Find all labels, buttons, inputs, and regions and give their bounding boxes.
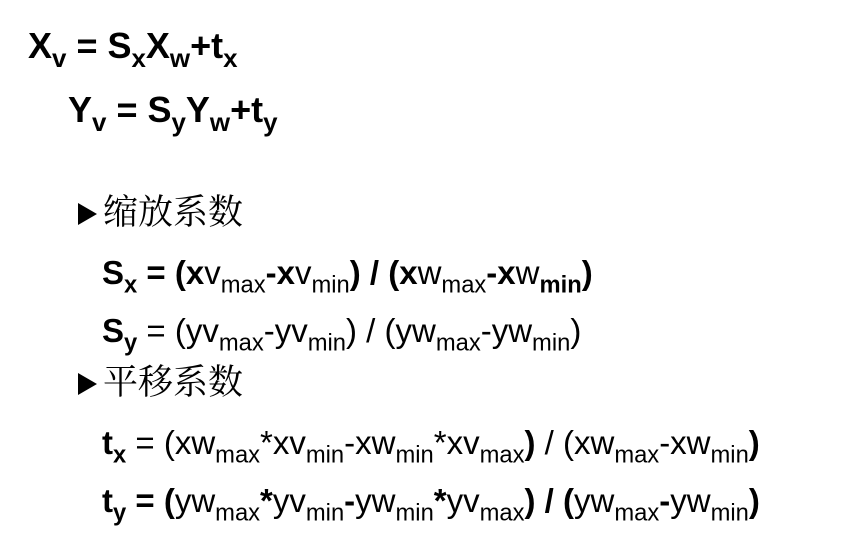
- sx-sub: x: [124, 271, 138, 299]
- tx-sub: min: [305, 441, 345, 469]
- sy-part: ) / (yw: [346, 312, 436, 349]
- eq-yv-part: Y: [185, 89, 210, 130]
- scale-heading: [78, 193, 244, 233]
- eq-yv-sub: w: [209, 109, 231, 138]
- ty-part: t: [102, 482, 113, 519]
- sx-part: x: [497, 254, 516, 291]
- ty-part: -: [659, 482, 671, 519]
- arrow-bullet-icon: [78, 373, 97, 395]
- sy-part: S: [102, 312, 125, 349]
- eq-xv-sub: w: [169, 45, 191, 74]
- equation-ty: [102, 482, 760, 527]
- eq-yv-part: +t: [230, 89, 264, 130]
- equation-xv: [28, 25, 238, 74]
- ty-sub: min: [305, 499, 345, 527]
- sy-sub: min: [532, 329, 571, 357]
- ty-part: *: [260, 482, 273, 519]
- ty-part: yw: [174, 482, 216, 519]
- eq-yv-sub: v: [92, 109, 107, 138]
- sy-part: ): [570, 312, 582, 349]
- tx-sub: max: [215, 441, 261, 469]
- ty-sub: min: [710, 499, 749, 527]
- sx-sub: min: [311, 271, 350, 299]
- tx-sub: min: [395, 441, 434, 469]
- tx-sub: max: [479, 441, 525, 469]
- ty-part: -: [344, 482, 356, 519]
- tx-part: = (xw: [126, 424, 216, 461]
- ty-part: yw: [574, 482, 615, 519]
- sx-part: ): [581, 254, 593, 291]
- tx-part: ): [748, 424, 760, 461]
- tx-sub: max: [614, 441, 660, 469]
- ty-part: = (: [126, 482, 175, 519]
- sy-sub: max: [435, 329, 481, 357]
- ty-part: ) / (: [524, 482, 574, 519]
- tx-part: ): [524, 424, 536, 461]
- sx-part: v: [204, 254, 221, 291]
- ty-part: yw: [355, 482, 396, 519]
- equation-sx: [102, 254, 593, 299]
- sy-sub: max: [218, 329, 264, 357]
- tx-part: *xv: [433, 424, 480, 461]
- eq-xv-sub: v: [52, 45, 67, 74]
- sx-sub: max: [220, 271, 266, 299]
- sx-part: -: [486, 254, 498, 291]
- sx-part: x: [185, 254, 205, 291]
- ty-sub: y: [113, 499, 127, 527]
- eq-xv-part: = S: [66, 25, 132, 66]
- sx-part: x: [276, 254, 295, 291]
- arrow-bullet-icon: [78, 203, 97, 225]
- tx-part: -xw: [344, 424, 396, 461]
- ty-part: ): [748, 482, 760, 519]
- sx-part: -: [265, 254, 277, 291]
- translate-heading: [78, 363, 244, 403]
- equation-sy: [102, 312, 582, 357]
- tx-sub: min: [710, 441, 749, 469]
- eq-yv-part: = S: [106, 89, 172, 130]
- ty-sub: min: [395, 499, 434, 527]
- equation-tx: [102, 424, 760, 469]
- eq-yv-part: Y: [68, 89, 93, 130]
- sy-sub: min: [307, 329, 346, 357]
- sy-part: -yv: [263, 312, 308, 349]
- ty-sub: max: [215, 499, 261, 527]
- scale-heading-text: 缩放系数: [103, 193, 244, 233]
- sx-part: ) / (: [349, 254, 400, 291]
- sx-part: v: [294, 254, 312, 291]
- eq-xv-sub: x: [223, 45, 238, 74]
- sx-part: x: [399, 254, 418, 291]
- eq-xv-part: X: [28, 25, 53, 66]
- sy-sub: y: [124, 329, 138, 357]
- sx-part: w: [417, 254, 442, 291]
- equation-yv: [68, 89, 278, 138]
- eq-xv-part: +t: [190, 25, 224, 66]
- eq-xv-sub: x: [131, 45, 146, 74]
- ty-part: yv: [446, 482, 480, 519]
- sy-part: = (yv: [137, 312, 219, 349]
- ty-part: yw: [670, 482, 711, 519]
- ty-part: yv: [272, 482, 306, 519]
- tx-part: *xv: [260, 424, 306, 461]
- eq-yv-sub: y: [171, 109, 186, 138]
- sy-part: -yw: [480, 312, 533, 349]
- translate-heading-text: 平移系数: [103, 363, 244, 403]
- ty-sub: max: [614, 499, 660, 527]
- eq-yv-sub: y: [263, 109, 278, 138]
- eq-xv-part: X: [145, 25, 170, 66]
- sx-sub: max: [441, 271, 487, 299]
- tx-part: -xw: [659, 424, 711, 461]
- tx-part: / (xw: [535, 424, 615, 461]
- sx-sub: min: [539, 271, 582, 299]
- ty-sub: max: [479, 499, 525, 527]
- sx-part: S: [102, 254, 125, 291]
- ty-part: *: [433, 482, 447, 519]
- sx-part: = (: [137, 254, 186, 291]
- tx-part: t: [102, 424, 113, 461]
- tx-sub: x: [113, 441, 127, 469]
- sx-part: w: [515, 254, 540, 291]
